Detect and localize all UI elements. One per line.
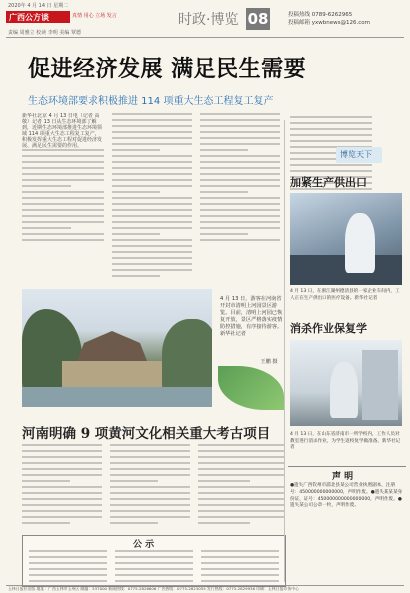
main-headline: 促进经济发展 满足民生需要 bbox=[28, 56, 307, 82]
text-line bbox=[200, 113, 280, 115]
article-column-1 bbox=[22, 113, 104, 281]
text-line bbox=[290, 134, 372, 136]
statement-title: 声 明 bbox=[332, 472, 354, 482]
text-line bbox=[110, 498, 190, 500]
photo-pavilion-wall bbox=[62, 361, 162, 389]
text-line bbox=[200, 155, 280, 157]
text-line bbox=[22, 197, 104, 199]
text-line bbox=[112, 275, 160, 277]
text-line bbox=[200, 191, 248, 193]
text-line bbox=[22, 456, 102, 458]
text-line bbox=[115, 580, 193, 582]
text-line bbox=[200, 239, 280, 241]
text-line bbox=[198, 510, 284, 512]
text-line bbox=[290, 164, 372, 166]
text-line bbox=[112, 221, 192, 223]
right-caption-1: 4 月 13 日，在浙江湖州德清县的一家企业车间内，工人正在生产供出口的医疗设备。新华社记者 bbox=[290, 289, 400, 301]
photo-worker bbox=[345, 213, 375, 273]
second-article-column-1 bbox=[22, 444, 102, 530]
text-line bbox=[200, 221, 280, 223]
text-line bbox=[112, 179, 192, 181]
text-line bbox=[112, 137, 192, 139]
text-line bbox=[22, 209, 104, 211]
right-headline-2: 消杀作业保复学 bbox=[290, 322, 367, 335]
text-line bbox=[115, 550, 193, 552]
text-line bbox=[200, 167, 280, 169]
text-line bbox=[29, 580, 107, 582]
text-line bbox=[290, 116, 372, 118]
text-line bbox=[200, 179, 280, 181]
text-line bbox=[110, 462, 190, 464]
notice-title: 公 示 bbox=[133, 540, 155, 550]
text-line bbox=[200, 215, 280, 217]
text-line bbox=[110, 474, 190, 476]
leaf-decoration bbox=[218, 366, 284, 410]
text-line bbox=[112, 257, 192, 259]
text-line bbox=[112, 251, 192, 253]
text-line bbox=[112, 263, 192, 265]
text-line bbox=[22, 149, 104, 151]
text-line bbox=[112, 155, 192, 157]
text-line bbox=[198, 504, 284, 506]
text-line bbox=[112, 209, 192, 211]
text-line bbox=[201, 556, 279, 558]
text-line bbox=[290, 140, 372, 142]
text-line bbox=[110, 480, 158, 482]
column-title: 时政·博览 bbox=[178, 12, 239, 28]
text-line bbox=[22, 185, 71, 187]
text-line bbox=[22, 167, 104, 169]
text-line bbox=[200, 149, 248, 151]
header-rule bbox=[6, 37, 404, 38]
text-line bbox=[198, 522, 250, 524]
text-line bbox=[29, 550, 107, 552]
page-number: 08 bbox=[247, 10, 269, 28]
photo-credit: 王鹏 摄 bbox=[260, 359, 278, 365]
text-line bbox=[112, 149, 160, 151]
text-line bbox=[200, 209, 280, 211]
text-line bbox=[112, 173, 192, 175]
text-line bbox=[22, 444, 102, 446]
text-line bbox=[29, 574, 107, 576]
text-line bbox=[22, 522, 70, 524]
text-line bbox=[200, 161, 280, 163]
text-line bbox=[115, 574, 193, 576]
text-line bbox=[22, 233, 104, 235]
text-line bbox=[22, 203, 104, 205]
photo-water bbox=[22, 387, 212, 407]
text-line bbox=[22, 498, 102, 500]
editor-line: 责编 周雅立 校读 李明 美编 覃德 bbox=[8, 30, 81, 36]
factory-photo bbox=[290, 193, 402, 285]
text-line bbox=[110, 486, 190, 488]
text-line bbox=[112, 239, 192, 241]
notice-box bbox=[22, 535, 286, 587]
right-headline-1: 加紧生产供出口 bbox=[290, 176, 367, 189]
disinfection-photo bbox=[290, 340, 402, 426]
brand-slogan: 真情 用心 立场 发言 bbox=[72, 13, 117, 19]
text-line bbox=[112, 143, 192, 145]
text-line bbox=[22, 504, 102, 506]
text-line bbox=[200, 143, 280, 145]
text-line bbox=[22, 215, 104, 217]
text-line bbox=[29, 556, 107, 558]
text-line bbox=[110, 522, 158, 524]
text-line bbox=[22, 486, 102, 488]
second-headline: 河南明确 9 项黄河文化相关重大考古项目 bbox=[22, 426, 271, 442]
text-line bbox=[200, 125, 280, 127]
hotline: 投稿热线 0789-6262965 bbox=[288, 12, 353, 18]
text-line bbox=[198, 462, 284, 464]
text-line bbox=[198, 492, 284, 494]
text-line bbox=[110, 492, 190, 494]
text-line bbox=[110, 456, 190, 458]
text-line bbox=[198, 516, 284, 518]
text-line bbox=[112, 119, 192, 121]
date-line: 2020年 4 月 14 日 星期二 bbox=[8, 3, 69, 9]
text-line bbox=[22, 450, 102, 452]
text-line bbox=[110, 504, 190, 506]
text-line bbox=[112, 203, 192, 205]
text-line bbox=[112, 167, 192, 169]
text-line bbox=[112, 233, 160, 235]
statement-box bbox=[288, 466, 406, 583]
text-line bbox=[115, 556, 193, 558]
text-line bbox=[22, 239, 104, 241]
photo-pavilion-roof bbox=[77, 331, 147, 361]
masthead-label: 广西公方谈 bbox=[9, 13, 49, 22]
text-line bbox=[198, 498, 284, 500]
page-footer: 玉林日报社出版 地址：广西玉林市玉州区 邮编：537000 新闻热线：0775-2826606 广告热线：0775-2823055 发行热线：0775-2829936 印刷：玉林日报印务中心 bbox=[8, 586, 300, 591]
text-line bbox=[22, 474, 102, 476]
page-header bbox=[0, 0, 410, 40]
text-line bbox=[201, 580, 279, 582]
masthead bbox=[6, 11, 70, 23]
text-line bbox=[22, 480, 70, 482]
text-line bbox=[22, 191, 104, 193]
text-line bbox=[200, 203, 280, 205]
text-line bbox=[112, 161, 192, 163]
email: 投稿邮箱 yxwbnews@126.com bbox=[288, 20, 370, 26]
photo-shelf bbox=[362, 350, 398, 420]
text-line bbox=[200, 197, 280, 199]
text-line bbox=[22, 492, 102, 494]
article-column-2 bbox=[112, 113, 192, 281]
notice-column bbox=[29, 550, 107, 586]
text-line bbox=[29, 568, 107, 570]
article-column-3 bbox=[200, 113, 280, 249]
text-line bbox=[198, 450, 284, 452]
section-badge bbox=[336, 147, 382, 163]
photo-worker bbox=[330, 362, 358, 418]
text-line bbox=[22, 227, 71, 229]
text-line bbox=[198, 474, 284, 476]
text-line bbox=[200, 233, 248, 235]
notice-column bbox=[115, 550, 193, 586]
text-line bbox=[112, 197, 192, 199]
text-line bbox=[200, 173, 280, 175]
text-line bbox=[22, 221, 104, 223]
text-line bbox=[198, 486, 284, 488]
text-line bbox=[198, 468, 284, 470]
photo-tree bbox=[162, 319, 212, 389]
text-line bbox=[22, 179, 104, 181]
text-line bbox=[200, 185, 280, 187]
text-line bbox=[110, 510, 190, 512]
text-line bbox=[112, 113, 192, 115]
text-line bbox=[112, 125, 192, 127]
text-line bbox=[290, 122, 372, 124]
text-line bbox=[200, 137, 280, 139]
text-line bbox=[290, 152, 339, 154]
text-line bbox=[22, 161, 104, 163]
text-line bbox=[112, 269, 192, 271]
text-line bbox=[112, 245, 192, 247]
article-lead: 新华社北京 4 月 13 日电（记者 高敬）记者 13 日从生态环境部了解到，近期生态环境部推进生态环境领域 114 项重大生态工程复工复产，积极发挥重大生态工程对促进经济发展、满足民生需要的作用。 bbox=[22, 113, 103, 149]
text-line bbox=[22, 510, 102, 512]
photo-caption: 4 月 13 日，游客在河南省开封市清明上河园景区游览。目前，清明上河园已恢复开放，景区严格落实疫情防控措施，有序接待游客。新华社记者 bbox=[220, 296, 283, 337]
text-line bbox=[112, 131, 192, 133]
text-line bbox=[22, 155, 104, 157]
text-line bbox=[22, 516, 102, 518]
text-line bbox=[115, 568, 193, 570]
text-line bbox=[112, 185, 192, 187]
text-line bbox=[201, 574, 279, 576]
text-line bbox=[200, 227, 280, 229]
text-line bbox=[198, 444, 284, 446]
text-line bbox=[112, 191, 160, 193]
text-line bbox=[200, 119, 280, 121]
text-line bbox=[200, 131, 280, 133]
text-line bbox=[198, 456, 284, 458]
text-line bbox=[201, 562, 279, 564]
right-caption-2: 4 月 13 日，在山东省济南市一所学校内，工作人员对教室进行消杀作业，为学生返校复学做准备。新华社记者 bbox=[290, 432, 401, 451]
news-photo bbox=[22, 289, 212, 407]
text-line bbox=[22, 468, 102, 470]
text-line bbox=[22, 173, 104, 175]
text-line bbox=[22, 462, 102, 464]
text-line bbox=[110, 444, 190, 446]
text-line bbox=[201, 568, 279, 570]
text-line bbox=[112, 227, 192, 229]
section-badge-label: 博览天下 bbox=[340, 150, 372, 159]
statement-text: ●遗失广西钦州市浦北县某公司营业执照副本，注册号：450000000000000，声明作废。●遗失某某某身份证，证号：450000000000000000，声明作废。●遗失某公司公章一枚，声明作废。 bbox=[290, 483, 403, 509]
text-line bbox=[198, 480, 250, 482]
sub-headline: 生态环境部要求积极推进 114 项重大生态工程复工复产 bbox=[28, 96, 274, 107]
text-line bbox=[110, 468, 190, 470]
column-divider bbox=[284, 120, 285, 582]
second-article-column-3 bbox=[198, 444, 284, 530]
second-article-column-2 bbox=[110, 444, 190, 530]
notice-column bbox=[201, 550, 279, 586]
text-line bbox=[110, 516, 190, 518]
text-line bbox=[29, 562, 107, 564]
text-line bbox=[110, 450, 190, 452]
text-line bbox=[112, 215, 192, 217]
text-line bbox=[115, 562, 193, 564]
text-line bbox=[290, 170, 372, 172]
text-line bbox=[290, 128, 372, 130]
text-line bbox=[201, 550, 279, 552]
